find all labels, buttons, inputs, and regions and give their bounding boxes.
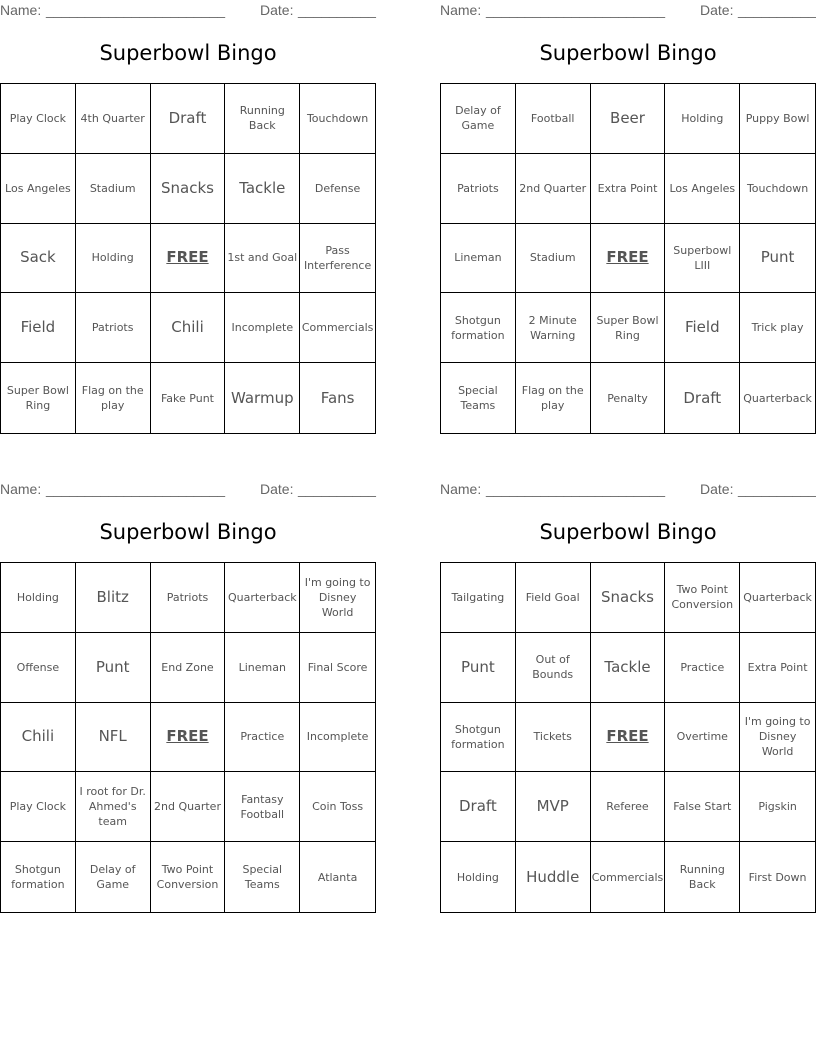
- bingo-cell[interactable]: Snacks: [151, 154, 226, 224]
- date-field[interactable]: __________: [298, 481, 376, 497]
- bingo-cell[interactable]: Chili: [151, 293, 226, 363]
- bingo-cell[interactable]: Incomplete: [300, 703, 375, 773]
- bingo-cell[interactable]: Extra Point: [591, 154, 666, 224]
- bingo-cell[interactable]: Special Teams: [441, 363, 516, 433]
- bingo-cell[interactable]: Patriots: [151, 563, 226, 633]
- free-space[interactable]: FREE: [591, 703, 666, 773]
- bingo-cell[interactable]: 1st and Goal: [225, 224, 300, 294]
- bingo-cell[interactable]: Draft: [441, 772, 516, 842]
- bingo-cell[interactable]: Shotgun formation: [441, 703, 516, 773]
- bingo-cell[interactable]: Pigskin: [740, 772, 815, 842]
- bingo-cell[interactable]: I'm going to Disney World: [740, 703, 815, 773]
- bingo-grid: [0, 562, 376, 913]
- bingo-cell[interactable]: Chili: [1, 703, 76, 773]
- name-label: Name:: [0, 2, 42, 18]
- card-title: Superbowl Bingo: [539, 41, 717, 65]
- bingo-cell[interactable]: Commercials: [591, 842, 666, 912]
- bingo-cell[interactable]: Los Angeles: [1, 154, 76, 224]
- bingo-cell[interactable]: Blitz: [76, 563, 151, 633]
- bingo-cell[interactable]: Final Score: [300, 633, 375, 703]
- bingo-cell[interactable]: Shotgun formation: [441, 293, 516, 363]
- bingo-cell[interactable]: Delay of Game: [441, 84, 516, 154]
- bingo-cell[interactable]: Punt: [441, 633, 516, 703]
- bingo-cell[interactable]: Flag on the play: [516, 363, 591, 433]
- bingo-cell[interactable]: Stadium: [516, 224, 591, 294]
- date-field[interactable]: __________: [738, 2, 816, 18]
- bingo-cell[interactable]: Beer: [591, 84, 666, 154]
- bingo-cell[interactable]: Super Bowl Ring: [1, 363, 76, 433]
- bingo-cell[interactable]: Out of Bounds: [516, 633, 591, 703]
- bingo-cell[interactable]: Shotgun formation: [1, 842, 76, 912]
- bingo-cell[interactable]: Tickets: [516, 703, 591, 773]
- name-label: Name:: [0, 481, 42, 497]
- bingo-cell[interactable]: Overtime: [665, 703, 740, 773]
- free-space[interactable]: FREE: [591, 224, 666, 294]
- bingo-grid: [440, 562, 816, 913]
- bingo-cell[interactable]: Running Back: [225, 84, 300, 154]
- bingo-cell[interactable]: Holding: [441, 842, 516, 912]
- bingo-cell[interactable]: 4th Quarter: [76, 84, 151, 154]
- bingo-cell[interactable]: Commercials: [300, 293, 375, 363]
- bingo-cell[interactable]: Field Goal: [516, 563, 591, 633]
- bingo-cell[interactable]: Huddle: [516, 842, 591, 912]
- bingo-cell[interactable]: Warmup: [225, 363, 300, 433]
- bingo-cell[interactable]: Lineman: [441, 224, 516, 294]
- date-label: Date:: [260, 2, 294, 18]
- bingo-cell[interactable]: Los Angeles: [665, 154, 740, 224]
- bingo-cell[interactable]: Draft: [151, 84, 226, 154]
- bingo-cell[interactable]: Draft: [665, 363, 740, 433]
- free-space[interactable]: FREE: [151, 703, 226, 773]
- bingo-cell[interactable]: Fans: [320, 388, 355, 407]
- bingo-cell[interactable]: Special Teams: [225, 842, 300, 912]
- name-field[interactable]: _______________________: [486, 481, 666, 497]
- bingo-cell[interactable]: Stadium: [76, 154, 151, 224]
- bingo-cell[interactable]: Play Clock: [1, 772, 76, 842]
- bingo-cell[interactable]: Field: [665, 293, 740, 363]
- bingo-cell[interactable]: Holding: [76, 224, 151, 294]
- date-field[interactable]: __________: [298, 2, 376, 18]
- bingo-cell[interactable]: Super Bowl Ring: [591, 293, 666, 363]
- bingo-cell[interactable]: Touchdown: [740, 154, 815, 224]
- bingo-cell[interactable]: Quarterback: [743, 391, 812, 405]
- bingo-cell[interactable]: Fake Punt: [151, 363, 226, 433]
- name-field[interactable]: _______________________: [46, 481, 226, 497]
- bingo-cell[interactable]: Puppy Bowl: [740, 84, 815, 154]
- bingo-cell[interactable]: I'm going to Disney World: [300, 563, 375, 633]
- bingo-card-2: [440, 0, 816, 436]
- bingo-cell[interactable]: Patriots: [441, 154, 516, 224]
- bingo-cell[interactable]: 2nd Quarter: [151, 772, 226, 842]
- bingo-cell[interactable]: False Start: [665, 772, 740, 842]
- date-label: Date:: [700, 481, 734, 497]
- bingo-cell[interactable]: Patriots: [76, 293, 151, 363]
- name-field[interactable]: _______________________: [46, 2, 226, 18]
- bingo-grid: [0, 83, 376, 434]
- bingo-cell[interactable]: Trick play: [740, 293, 815, 363]
- bingo-cell[interactable]: Quarterback: [225, 563, 300, 633]
- bingo-cell[interactable]: End Zone: [151, 633, 226, 703]
- bingo-cell[interactable]: Pass Interference: [300, 224, 375, 294]
- date-field[interactable]: __________: [738, 481, 816, 497]
- free-space[interactable]: FREE: [151, 224, 226, 294]
- bingo-cell[interactable]: Penalty: [591, 363, 666, 433]
- bingo-cell[interactable]: Touchdown: [300, 84, 375, 154]
- card-header: [0, 481, 376, 499]
- bingo-card-1: [0, 0, 376, 436]
- bingo-cell[interactable]: Punt: [76, 633, 151, 703]
- bingo-cell[interactable]: MVP: [516, 772, 591, 842]
- bingo-cell[interactable]: Delay of Game: [76, 842, 151, 912]
- date-label: Date:: [260, 481, 294, 497]
- bingo-cell[interactable]: I root for Dr. Ahmed's team: [76, 772, 151, 842]
- bingo-cell[interactable]: 2nd Quarter: [516, 154, 591, 224]
- bingo-cell[interactable]: Flag on the play: [76, 363, 151, 433]
- card-title: Superbowl Bingo: [99, 41, 277, 65]
- bingo-cell[interactable]: Practice: [225, 703, 300, 773]
- name-label: Name:: [440, 481, 482, 497]
- bingo-cell[interactable]: Punt: [740, 224, 815, 294]
- name-label: Name:: [440, 2, 482, 18]
- card-header: [440, 2, 816, 20]
- bingo-card-4: [440, 479, 816, 915]
- bingo-cell[interactable]: Tackle: [591, 633, 666, 703]
- bingo-cell[interactable]: Holding: [1, 563, 76, 633]
- bingo-cell[interactable]: Extra Point: [740, 633, 815, 703]
- bingo-card-3: [0, 479, 376, 915]
- bingo-cell[interactable]: Fantasy Football: [225, 772, 300, 842]
- bingo-grid: [440, 83, 816, 434]
- bingo-cell[interactable]: Field: [1, 293, 76, 363]
- bingo-cell[interactable]: Tackle: [225, 154, 300, 224]
- bingo-cell[interactable]: Play Clock: [1, 84, 76, 154]
- bingo-cell[interactable]: Sack: [1, 224, 76, 294]
- bingo-cell[interactable]: Quarterback: [740, 563, 815, 633]
- bingo-cell[interactable]: First Down: [748, 870, 807, 884]
- card-title: Superbowl Bingo: [539, 520, 717, 544]
- bingo-cell[interactable]: Football: [516, 84, 591, 154]
- bingo-cell[interactable]: Referee: [591, 772, 666, 842]
- bingo-cell[interactable]: Snacks: [591, 563, 666, 633]
- bingo-cell[interactable]: Tailgating: [441, 563, 516, 633]
- card-header: [0, 2, 376, 20]
- name-field[interactable]: _______________________: [486, 2, 666, 18]
- bingo-cell[interactable]: Coin Toss: [300, 772, 375, 842]
- card-title: Superbowl Bingo: [99, 520, 277, 544]
- bingo-cell[interactable]: Practice: [665, 633, 740, 703]
- bingo-cell[interactable]: Holding: [665, 84, 740, 154]
- bingo-cell[interactable]: Incomplete: [225, 293, 300, 363]
- bingo-cell[interactable]: Two Point Conversion: [151, 842, 226, 912]
- bingo-cell[interactable]: Lineman: [225, 633, 300, 703]
- card-header: [440, 481, 816, 499]
- bingo-cell[interactable]: 2 Minute Warning: [516, 293, 591, 363]
- bingo-cell[interactable]: Superbowl LIII: [665, 224, 740, 294]
- bingo-cell[interactable]: Running Back: [665, 842, 740, 912]
- bingo-cell[interactable]: Atlanta: [317, 870, 358, 884]
- bingo-cell[interactable]: Offense: [1, 633, 76, 703]
- bingo-cell[interactable]: NFL: [76, 703, 151, 773]
- bingo-cell[interactable]: Defense: [300, 154, 375, 224]
- bingo-cell[interactable]: Two Point Conversion: [665, 563, 740, 633]
- date-label: Date:: [700, 2, 734, 18]
